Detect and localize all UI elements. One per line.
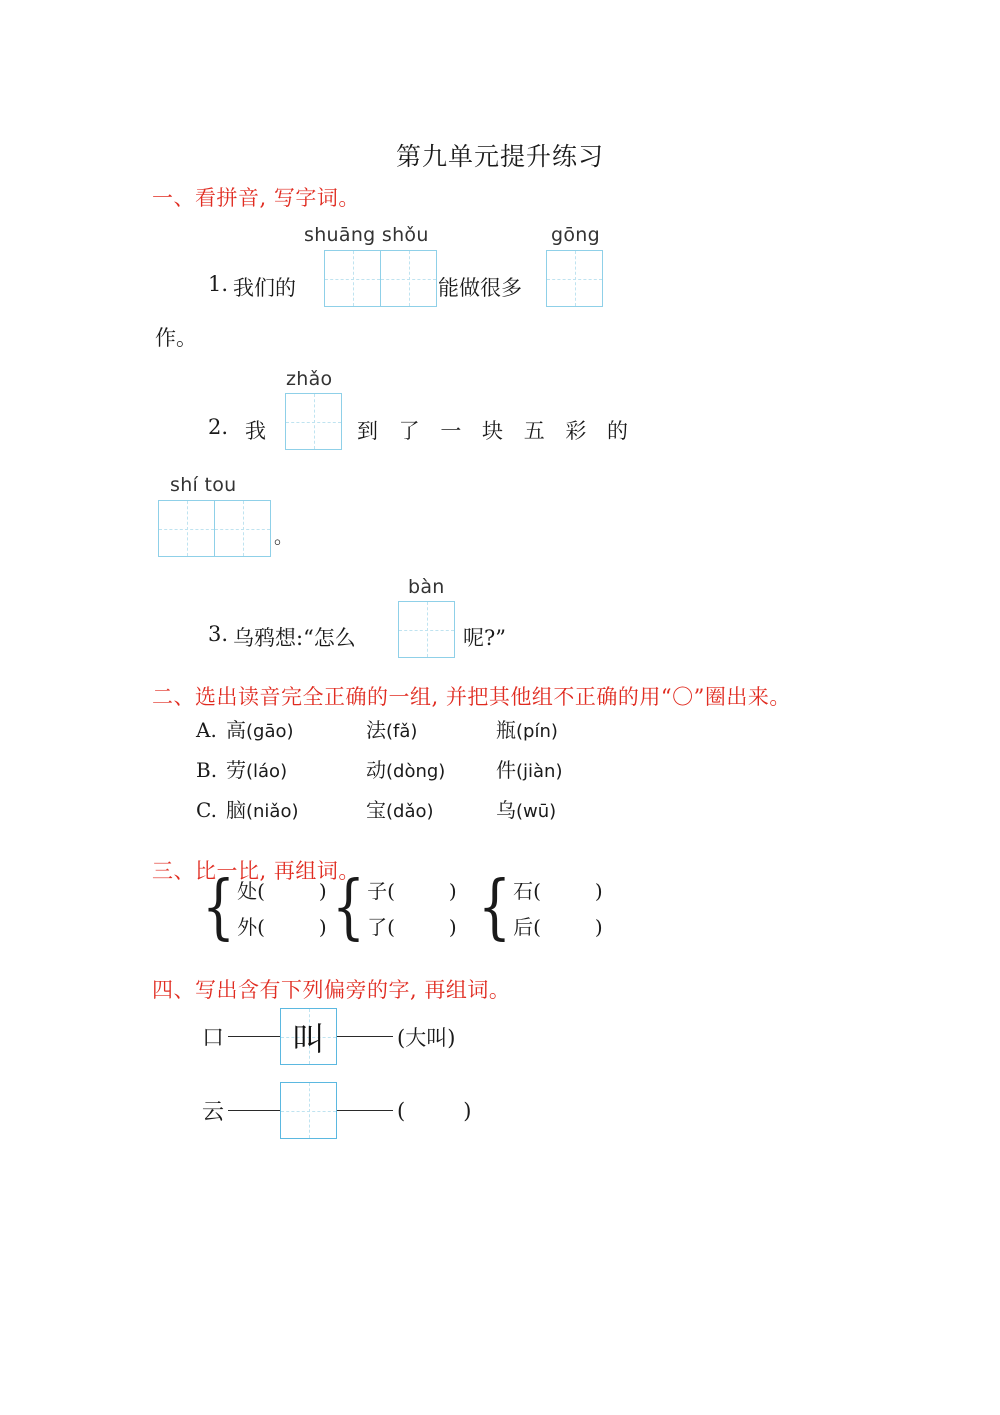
compare-char: 外( bbox=[237, 915, 265, 939]
connector-dash bbox=[337, 1110, 393, 1111]
option-pinyin: (gāo) bbox=[246, 721, 294, 742]
radical-answer-word: (大叫) bbox=[397, 1025, 456, 1050]
q3-lead-text: 乌鸦想:“怎么 bbox=[233, 626, 356, 650]
compare-char: 子( bbox=[367, 879, 395, 903]
pinyin-shi-tou: shí tou bbox=[170, 474, 237, 496]
radical-answer-blank[interactable] bbox=[397, 1099, 471, 1123]
compare-rows bbox=[513, 873, 603, 945]
compare-row-top[interactable] bbox=[367, 873, 457, 909]
compare-group-3[interactable] bbox=[478, 867, 603, 949]
q2-answer-grid-b[interactable] bbox=[158, 500, 271, 557]
q3-number: 3. bbox=[208, 622, 229, 646]
option-char: 劳 bbox=[226, 758, 246, 782]
option-char: 件 bbox=[496, 758, 516, 782]
option-char: 脑 bbox=[226, 798, 246, 822]
brace-icon: { bbox=[478, 867, 512, 949]
connector-dash bbox=[228, 1036, 280, 1037]
compare-paren-close: ) bbox=[448, 879, 457, 903]
grid-cell[interactable] bbox=[214, 500, 271, 557]
connector-dash bbox=[337, 1036, 393, 1037]
connector-dash bbox=[228, 1110, 280, 1111]
q1-number: 1. bbox=[208, 272, 229, 296]
option-pinyin: (fǎ) bbox=[386, 721, 418, 742]
q1-tail-text: 作。 bbox=[155, 326, 197, 350]
option-pinyin: (dòng) bbox=[386, 761, 446, 782]
compare-rows bbox=[237, 873, 327, 945]
q3-tail-text: 呢?” bbox=[463, 626, 506, 650]
grid-cell[interactable] bbox=[398, 601, 455, 658]
pinyin-gong: gōng bbox=[551, 224, 600, 246]
option-item[interactable] bbox=[226, 754, 366, 783]
option-char: 法 bbox=[366, 718, 386, 742]
q2-tail-text: 。 bbox=[274, 526, 294, 548]
compare-char: 处( bbox=[237, 879, 265, 903]
brace-icon: { bbox=[332, 867, 366, 949]
option-pinyin: (wū) bbox=[516, 801, 557, 822]
grid-cell[interactable] bbox=[285, 393, 342, 450]
q3-answer-grid[interactable] bbox=[398, 601, 455, 658]
grid-cell[interactable] bbox=[324, 250, 381, 307]
radical-char: 云 bbox=[201, 1100, 224, 1125]
option-char: 瓶 bbox=[496, 718, 516, 742]
option-row-b[interactable] bbox=[196, 754, 563, 783]
radical-answer-grid[interactable] bbox=[280, 1008, 337, 1065]
option-item[interactable] bbox=[366, 754, 496, 783]
option-item[interactable] bbox=[226, 714, 366, 743]
option-pinyin: (dǎo) bbox=[386, 801, 434, 822]
q1-mid-text: 能做很多 bbox=[438, 276, 522, 300]
grid-cell[interactable] bbox=[380, 250, 437, 307]
option-item[interactable] bbox=[496, 794, 556, 823]
compare-rows bbox=[367, 873, 457, 945]
grid-cell[interactable] bbox=[158, 500, 215, 557]
section-heading-3: 三、比一比, 再组词。 bbox=[152, 859, 360, 883]
paren-close: ) bbox=[463, 1098, 472, 1123]
option-row-a[interactable] bbox=[196, 714, 558, 743]
option-item[interactable] bbox=[366, 714, 496, 743]
grid-cell[interactable] bbox=[280, 1008, 337, 1065]
compare-row-top[interactable] bbox=[513, 873, 603, 909]
radical-char: 口 bbox=[201, 1026, 224, 1051]
option-label: A. bbox=[196, 718, 217, 742]
option-label: C. bbox=[196, 798, 217, 822]
compare-char: 石( bbox=[513, 879, 541, 903]
q1-answer-grid-b[interactable] bbox=[546, 250, 603, 307]
option-pinyin: (jiàn) bbox=[516, 761, 563, 782]
option-label: B. bbox=[196, 758, 218, 782]
grid-cell[interactable] bbox=[280, 1082, 337, 1139]
option-row-c[interactable] bbox=[196, 794, 556, 823]
option-char: 高 bbox=[226, 718, 246, 742]
option-char: 乌 bbox=[496, 798, 516, 822]
compare-paren-close: ) bbox=[318, 879, 327, 903]
compare-paren-close: ) bbox=[594, 915, 603, 939]
radical-row-kou[interactable] bbox=[198, 1008, 455, 1065]
brace-icon: { bbox=[202, 867, 236, 949]
compare-row-top[interactable] bbox=[237, 873, 327, 909]
q2-mid-text: 到 了 一 块 五 彩 的 bbox=[357, 419, 636, 443]
compare-paren-close: ) bbox=[318, 915, 327, 939]
section-heading-4: 四、写出含有下列偏旁的字, 再组词。 bbox=[152, 978, 511, 1002]
compare-row-bottom[interactable] bbox=[237, 909, 327, 945]
q2-lead-text: 我 bbox=[245, 419, 266, 443]
option-item[interactable] bbox=[366, 794, 496, 823]
compare-paren-close: ) bbox=[448, 915, 457, 939]
q1-lead-text: 我们的 bbox=[233, 276, 296, 300]
option-item[interactable] bbox=[496, 754, 563, 783]
option-pinyin: (láo) bbox=[246, 761, 288, 782]
q2-number: 2. bbox=[208, 415, 229, 439]
grid-cell[interactable] bbox=[546, 250, 603, 307]
compare-group-1[interactable] bbox=[202, 867, 327, 949]
option-char: 宝 bbox=[366, 798, 386, 822]
grid-cell-char: 叫 bbox=[292, 1019, 325, 1058]
option-pinyin: (pín) bbox=[516, 721, 558, 742]
grid-cell-char bbox=[281, 1083, 336, 1138]
radical-row-yun[interactable] bbox=[198, 1082, 471, 1139]
option-item[interactable] bbox=[226, 794, 366, 823]
pinyin-zhao: zhǎo bbox=[286, 368, 333, 390]
paren-open: ( bbox=[397, 1098, 406, 1123]
q2-answer-grid-a[interactable] bbox=[285, 393, 342, 450]
option-char: 动 bbox=[366, 758, 386, 782]
q1-answer-grid-a[interactable] bbox=[324, 250, 437, 307]
compare-paren-close: ) bbox=[594, 879, 603, 903]
option-pinyin: (niǎo) bbox=[246, 801, 299, 822]
radical-answer-grid[interactable] bbox=[280, 1082, 337, 1139]
compare-char: 后( bbox=[513, 915, 541, 939]
compare-row-bottom[interactable] bbox=[513, 909, 603, 945]
section-heading-2: 二、选出读音完全正确的一组, 并把其他组不正确的用“〇”圈出来。 bbox=[152, 685, 791, 709]
section-heading-1: 一、看拼音, 写字词。 bbox=[152, 186, 360, 210]
option-item[interactable] bbox=[496, 714, 558, 743]
compare-char: 了( bbox=[367, 915, 395, 939]
compare-group-2[interactable] bbox=[332, 867, 457, 949]
page-title: 第九单元提升练习 bbox=[395, 142, 604, 171]
compare-row-bottom[interactable] bbox=[367, 909, 457, 945]
pinyin-shuang-shou: shuāng shǒu bbox=[304, 224, 429, 246]
pinyin-ban: bàn bbox=[408, 576, 445, 598]
